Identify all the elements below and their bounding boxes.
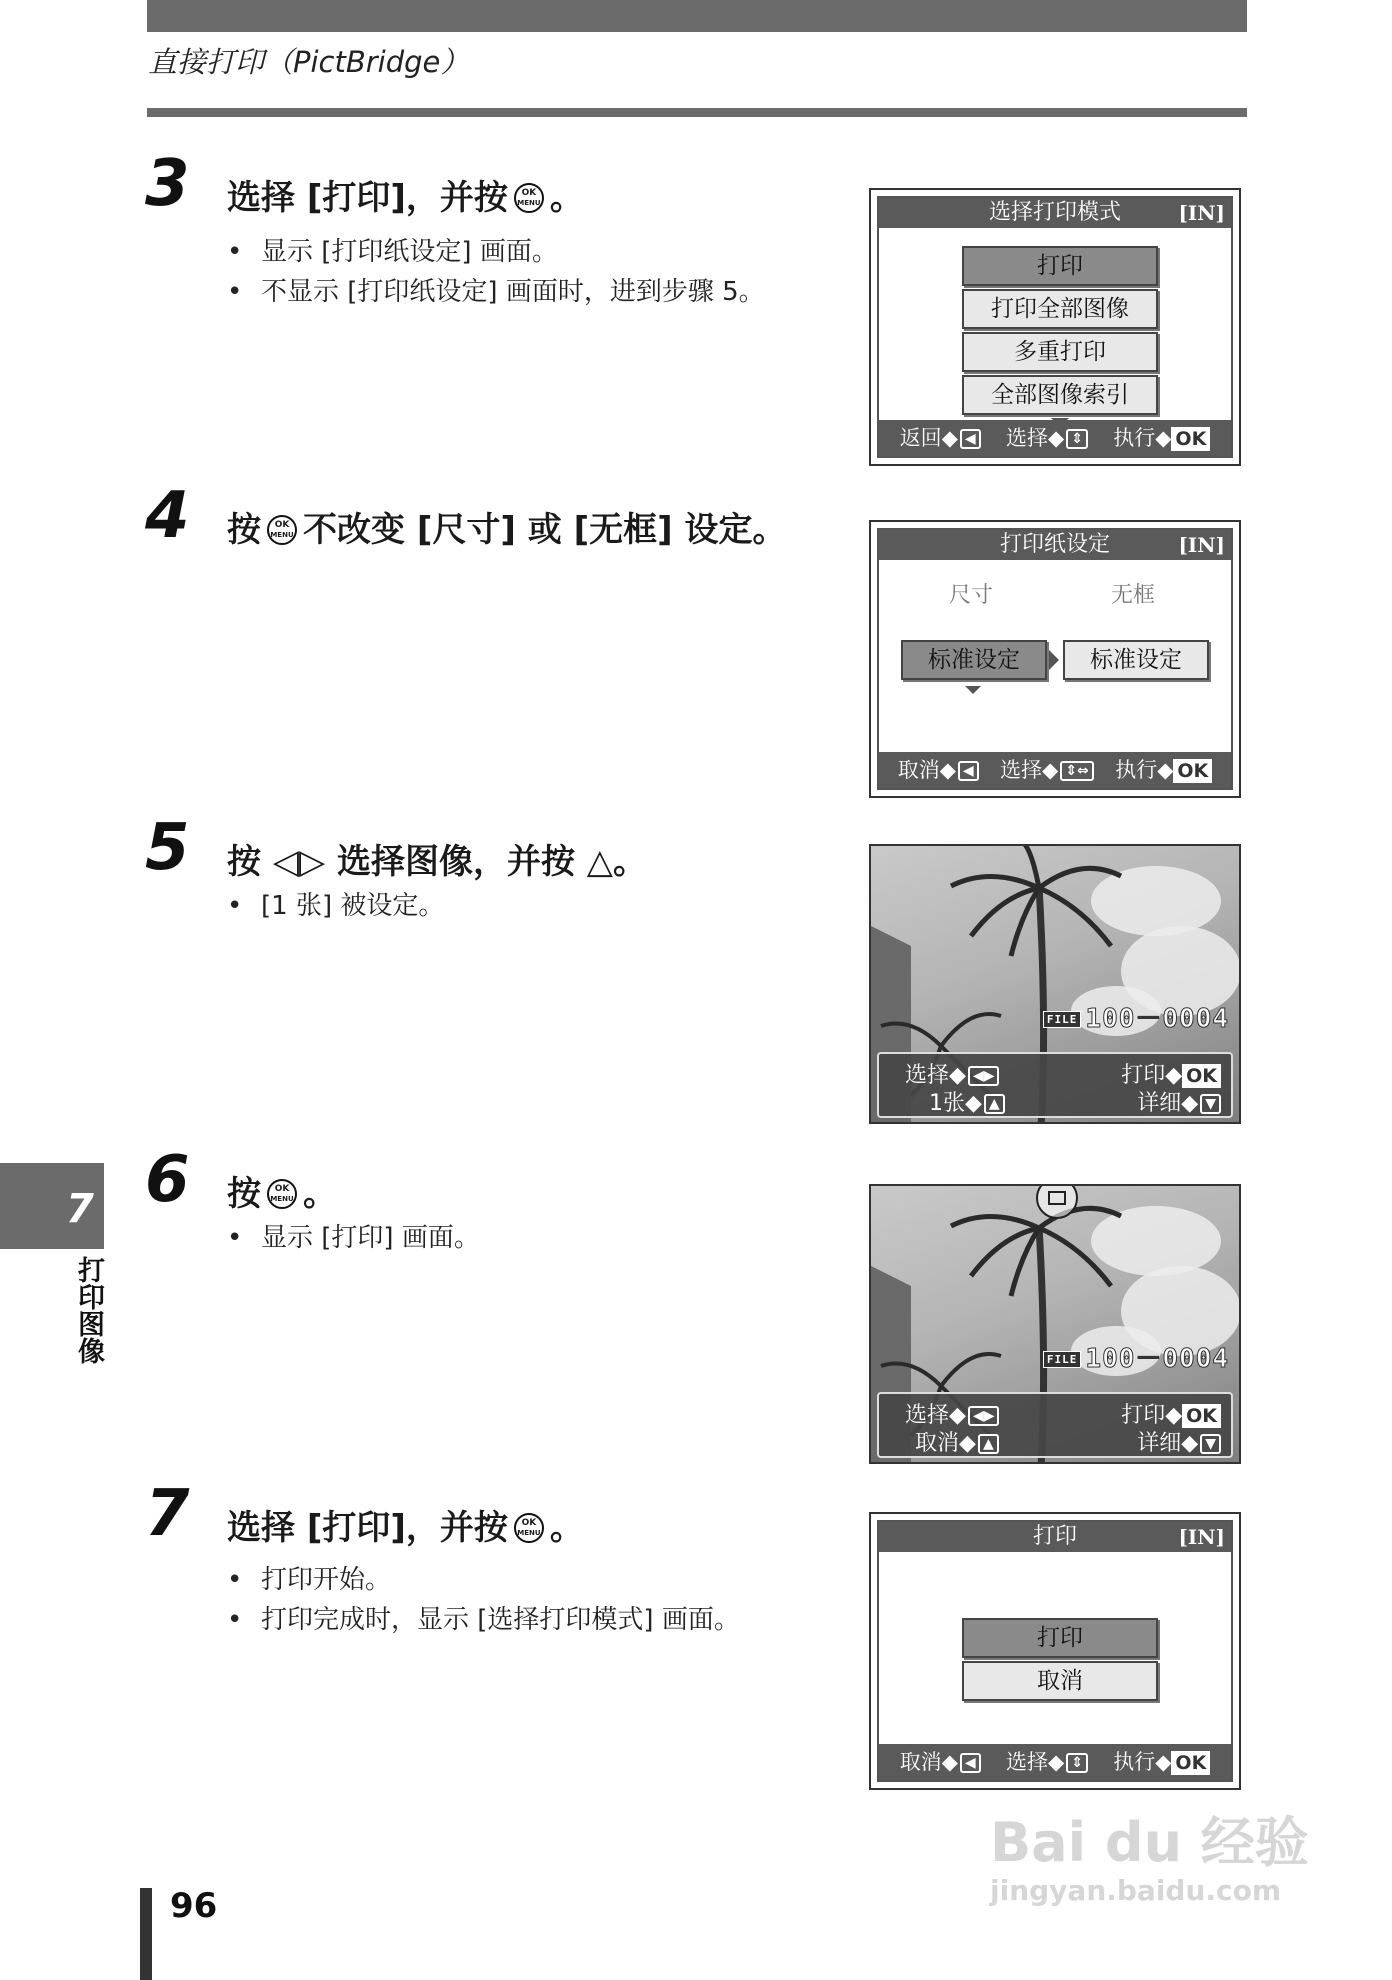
frame-number: FILE 100－0004 bbox=[1043, 998, 1229, 1035]
list-item: • 打印开始。 bbox=[227, 1560, 740, 1600]
photo-control-panel bbox=[877, 1392, 1233, 1458]
header-bar bbox=[147, 0, 1247, 32]
chapter-number: 7 bbox=[66, 1186, 94, 1232]
menu-item-print-all[interactable]: 打印全部图像 bbox=[962, 289, 1158, 329]
dropdown-arrow-icon bbox=[965, 686, 981, 694]
arrow-right-icon bbox=[1049, 650, 1059, 670]
detail-hint: 详细◆ ▼ bbox=[1137, 1086, 1221, 1117]
menu-item-print[interactable]: 打印 bbox=[962, 246, 1158, 286]
watermark-logo: Bai du 经验 bbox=[990, 1811, 1309, 1874]
screen-print-confirm bbox=[869, 1512, 1241, 1790]
screen-photo-print bbox=[869, 1184, 1241, 1464]
menu-item-print[interactable]: 打印 bbox=[962, 1618, 1158, 1658]
page-bar bbox=[140, 1888, 152, 1980]
menu-item-multi-print[interactable]: 多重打印 bbox=[962, 332, 1158, 372]
screen-title: 选择打印模式 [IN] bbox=[879, 198, 1231, 228]
screen-footer: 返回◆ ◀ 选择◆ ⇕ 执行◆ OK bbox=[879, 420, 1231, 456]
step-5-bullets bbox=[227, 886, 444, 926]
watermark-url: jingyan.baidu.com bbox=[990, 1874, 1282, 1907]
step-6-number: 6 bbox=[145, 1143, 190, 1217]
screen-print-mode bbox=[869, 188, 1241, 466]
list-item: • [1 张] 被设定。 bbox=[227, 886, 444, 926]
column-borderless-label: 无框 bbox=[1111, 583, 1156, 608]
ok-menu-icon bbox=[267, 1179, 297, 1209]
one-sheet-hint: 1张◆ ▲ bbox=[929, 1086, 1005, 1117]
step-3-title: 选择 [打印]，并按 OK MENU 。 bbox=[227, 178, 584, 219]
page-header-title: 直接打印（PictBridge） bbox=[148, 45, 470, 79]
screen-footer: 取消◆ ◀ 选择◆ ⇕⇔ 执行◆ OK bbox=[879, 752, 1231, 788]
screen-title: 打印 [IN] bbox=[879, 1522, 1231, 1552]
step-7-bullets bbox=[227, 1560, 740, 1640]
step-7-title: 选择 [打印]，并按 OK MENU 。 bbox=[227, 1508, 584, 1549]
page-number: 96 bbox=[170, 1886, 218, 1926]
screen-title: 打印纸设定 [IN] bbox=[879, 530, 1231, 560]
photo-control-panel bbox=[877, 1052, 1233, 1118]
step-4-number: 4 bbox=[145, 479, 190, 553]
borderless-value[interactable]: 标准设定 bbox=[1063, 640, 1209, 680]
list-item: • 打印完成时，显示 [选择打印模式] 画面。 bbox=[227, 1600, 740, 1640]
screen-paper-settings bbox=[869, 520, 1241, 798]
step-5-number: 5 bbox=[145, 811, 190, 885]
ok-menu-icon bbox=[267, 515, 297, 545]
list-item: • 显示 [打印] 画面。 bbox=[227, 1218, 480, 1258]
chapter-label: 打印图像 bbox=[73, 1256, 104, 1364]
column-size-label: 尺寸 bbox=[949, 583, 994, 608]
screen-footer: 取消◆ ◀ 选择◆ ⇕ 执行◆ OK bbox=[879, 1744, 1231, 1780]
header-rule bbox=[147, 108, 1247, 117]
ok-menu-icon bbox=[514, 183, 544, 213]
select-hint: 选择◆ ◀▶ bbox=[905, 1058, 999, 1089]
step-5-title: 按 ◁▷ 选择图像，并按 △。 bbox=[227, 842, 647, 882]
screen-photo-select bbox=[869, 844, 1241, 1124]
print-hint: 打印◆ OK bbox=[1121, 1058, 1221, 1089]
list-item: • 显示 [打印纸设定] 画面。 bbox=[227, 232, 765, 272]
watermark bbox=[990, 1800, 1309, 1907]
frame-number: FILE 100－0004 bbox=[1043, 1338, 1229, 1375]
size-value[interactable]: 标准设定 bbox=[901, 640, 1047, 680]
list-item: • 不显示 [打印纸设定] 画面时，进到步骤 5。 bbox=[227, 272, 765, 312]
step-6-bullets bbox=[227, 1218, 480, 1258]
cancel-hint: 取消◆ ▲ bbox=[915, 1426, 999, 1457]
menu-item-cancel[interactable]: 取消 bbox=[962, 1661, 1158, 1701]
step-3-number: 3 bbox=[145, 147, 190, 221]
step-7-number: 7 bbox=[145, 1477, 190, 1551]
menu-item-index[interactable]: 全部图像索引 bbox=[962, 375, 1158, 415]
print-hint: 打印◆ OK bbox=[1121, 1398, 1221, 1429]
step-6-title: 按 OK MENU 。 bbox=[227, 1174, 337, 1215]
detail-hint: 详细◆ ▼ bbox=[1137, 1426, 1221, 1457]
step-4-title: 按 OK MENU 不改变 [尺寸] 或 [无框] 设定。 bbox=[227, 510, 787, 551]
step-3-bullets bbox=[227, 232, 765, 312]
ok-menu-icon bbox=[514, 1513, 544, 1543]
select-hint: 选择◆ ◀▶ bbox=[905, 1398, 999, 1429]
